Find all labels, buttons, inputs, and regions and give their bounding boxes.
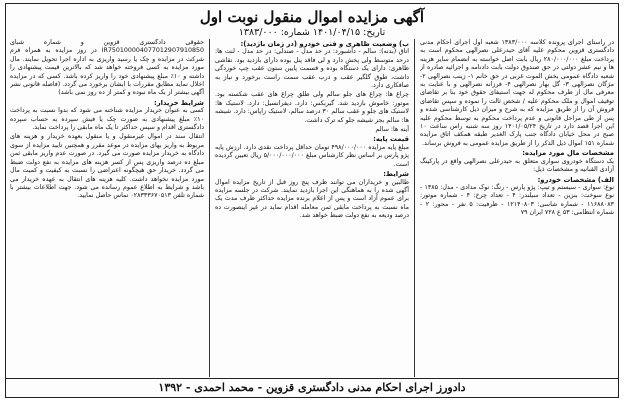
condition-paragraph-parts: چراغ ها: چراغ های جلو سالم ولی طلق چراغ های عقب شکسته بود. موتور: خاموش بازدید شد. گیربکس: دارد. دیفرانسیل: دارد. لاستیک ها: لاستیک های جلو و عقب سالم ۳۰ درصد سالم، لاستیک زاپاس: دارد. شیشه ها: سالم بجز شیشه جلو که ترک داشت. xyxy=(215,91,409,124)
condition-paragraph-mirrors: آینه ها: سالم xyxy=(375,126,409,134)
transfer-paragraph: انتقال سند در اموال غیرمنقول و یا منقول بعهده خریدار و هزینه های مربوط به واریز بهای مزایده در موعد مقرر و همچنین تایید مزایده از سوی دادگاه به خریدار مزایده صورت می گیرد. در صورت عدم واریز مابقی ثمن مبلغ ده درصد واریزی پس از کسر هزینه های مزایده به نفع دولت ضبط می گردد. خریدار حق هیچگونه اعتراضی را نسبت به کیفیت و کمیت مال مورد مزایده نخواهد داشت. کلیه هزینه های انتقال به عهده خریدار می باشد و شرایط به اطلاع عموم رسانده می شود. جهت اطلاعات بیشتر با شماره تلفن ۰۲۸۳۳۳۶۷۰۵۱۳ تماس حاصل نمایید. xyxy=(10,133,204,200)
terms-heading: شرایط: xyxy=(383,170,409,179)
condition-paragraph-body: اتاق (بدنه): سالم - داشبورد: در حد مدل - صندلی: در حد مدل - لنت ها: درحد متوسط ولی پخش دارد و لی فاقد پنل بوده دارای بازدید بود. نقاشی ظاهری: دارای یک دستگاه بوده و قسمت پایین ستون عقب چپ خوردگی داشت، طوق گلگیر عقب و درب عقب سمت راست برخورد و نیاز به صافکاری دارد. xyxy=(215,48,409,90)
buyer-terms-heading: شرایط خریدار: xyxy=(153,98,204,107)
notice-title: آگهی مزایده اموال منقول نوبت اول xyxy=(199,8,425,26)
column-divider xyxy=(209,39,210,377)
terms-paragraph: طالبین و خریداران می توانند ظرف پنج روز قبل از تاریخ مزایده اموال آگهی شده را به هماهنگی این اجرا بازدید نمایند. شرکت در جلسه مزایده برای عموم آزاد است و پس از اعلام برنده مزایده حداکثر ظرف مدت یک ماه نسبت به پرداخت مابقی ثمن معامله اقدام نماید در غیر اینصورت ده درصد ودیعه به نفع دولت ضبط خواهد شد. xyxy=(215,178,409,220)
notice-body xyxy=(10,39,614,377)
signature-line: دادورز اجرای احکام مدنی دادگستری قزوین - محمد احمدی - ۱۳۹۲ xyxy=(6,378,618,395)
payment-paragraph: حقوقی دادگستری قزوین و شماره شبای IR750100004077012907910850 در روز مزایده به همراه فرم شرکت در مزایده و چک یا رسید واریزی به اداره اجرا تحویل نمایند. مال مورد مزایده به کسی فروخته خواهد شد که بالاترین قیمت پیشنهادی را داشته و ۱۰٪ مبلغ پیشنهادی خود را واریز کرده باشد. کسی که در مزایده اخلال نماید مطابق مقررات با ایشان برخورد می گردد. (فاصله قانونی نشر آگهی بیشتر از یک ماه نبوده و کمتر از ده روز نمی باشد) xyxy=(10,39,204,97)
condition-heading: ب) وضعیت ظاهری و فنی خودرو (در زمان بازدید): xyxy=(240,40,409,48)
intro-paragraph: در راستای اجرای پرونده کلاسه ۱۳۸۳/۰۰۰ شعبه اول اجرای احکام مدنی دادگستری قزوین محکوم علیه آقای حیدرعلی نصرالهی محکوم است به پرداخت مبلغ ۲۸۰/۰۰۰/۰۰۰ ریال بابت اصل خواسته به انضمام سایر هزینه ها و نیم عشر دولتی در حق صندوق دولت بابت دادنامه و اجرائیه صادره از شعبه دادگاه عمومی بخش الموت غربی در حق خانم ۱- زینب نصرالهی ۲- مژگان نصرالهی ۳- گل بهار نصرالهی ۴- فرزانه نصرالهی و با عنایت به معرفی مال از طرف محکوم له جهت استیفای حقوق خود بنا بر تقاضای توقیف اموال و ملک محکوم علیه / شخص ثالث را نموده و سپس تقاضای فروش آن را از طریق مزایده که به شرح و میزان ذیل کارشناسی شده و پس از طی مراحل قانونی و عدم پرداخت محکوم به توسط محکوم علیه این اجرا قصد دارد در تاریخ ۱۴۰۱/۰۵/۲۴ روز سه شنبه راس ساعت ۱۰ صبح در محل خیابان دادگاه جنب پارک الغدیر طبقه همکف اتاق مزایده شماره ۱۵۱ اموال ذیل الذکر را از طریق مزایده عمومی به فروش برساند. xyxy=(420,39,614,147)
vehicle-spec-heading: الف) مشخصات خودرو: xyxy=(537,175,614,184)
column-middle xyxy=(215,39,409,377)
base-price-paragraph: مبلغ پایه مزایده ۴۹۸/۰۰۰/۰۰۰ تومان حداقل پرداخت نقدی دارد. ارزش پایه پژو پارس بر اساس نظر کارشناس مبلغ ۵/۰۰۰/۰۰۰/۰۰۰ ریال تعیین گردیده است. xyxy=(215,143,409,168)
auction-notice-page xyxy=(5,3,619,398)
buyer-terms-paragraph: کسی به عنوان خریدار مزایده شناخته می شود که بدوا نسبت به پرداخت ۱۰٪ مبلغ پیشنهادی به صورت چک یا فیش سپرده به حساب سپرده دادگستری اقدام و سپس حداکثر تا یک ماه مابقی را پرداخت نماید. xyxy=(10,107,204,132)
column-right xyxy=(420,39,614,377)
property-paragraph: یک دستگاه خودروی سواری متعلق به حیدرعلی نصرالهی واقع در پارکینگ آزادی القبانیه و مشخصات ذیل: xyxy=(420,157,614,174)
base-price-heading: قیمت پایه: xyxy=(373,135,409,144)
vehicle-spec-paragraph: نوع: سواری - سیستم و تیپ: پژو پارس - رنگ: نوک مدادی - مدل: ۱۳۸۵ - نوع سوخت: بنزین - تعداد سیلندر: ۴ - تعداد چرخ: ۴ - شماره موتور: ۱۱۶۸۸۰۸۳ - شماره شاسی: ۱۲۱۴۰۸۰۳ - ظرفیت: ۵ نفر - محور: ۲ - شماره انتظامی: ۵۳ ع ۷۲۸ ایران ۷۹ xyxy=(420,183,614,217)
notice-date-number: تاریخ: ۱۴۰۱/۰۴/۱۵ شماره: ۱۳۸۳/۰۰۰ xyxy=(238,27,386,38)
column-left xyxy=(10,39,204,377)
column-divider xyxy=(414,39,415,377)
property-heading: مشخصات مال مورد مزایده: xyxy=(522,149,614,158)
